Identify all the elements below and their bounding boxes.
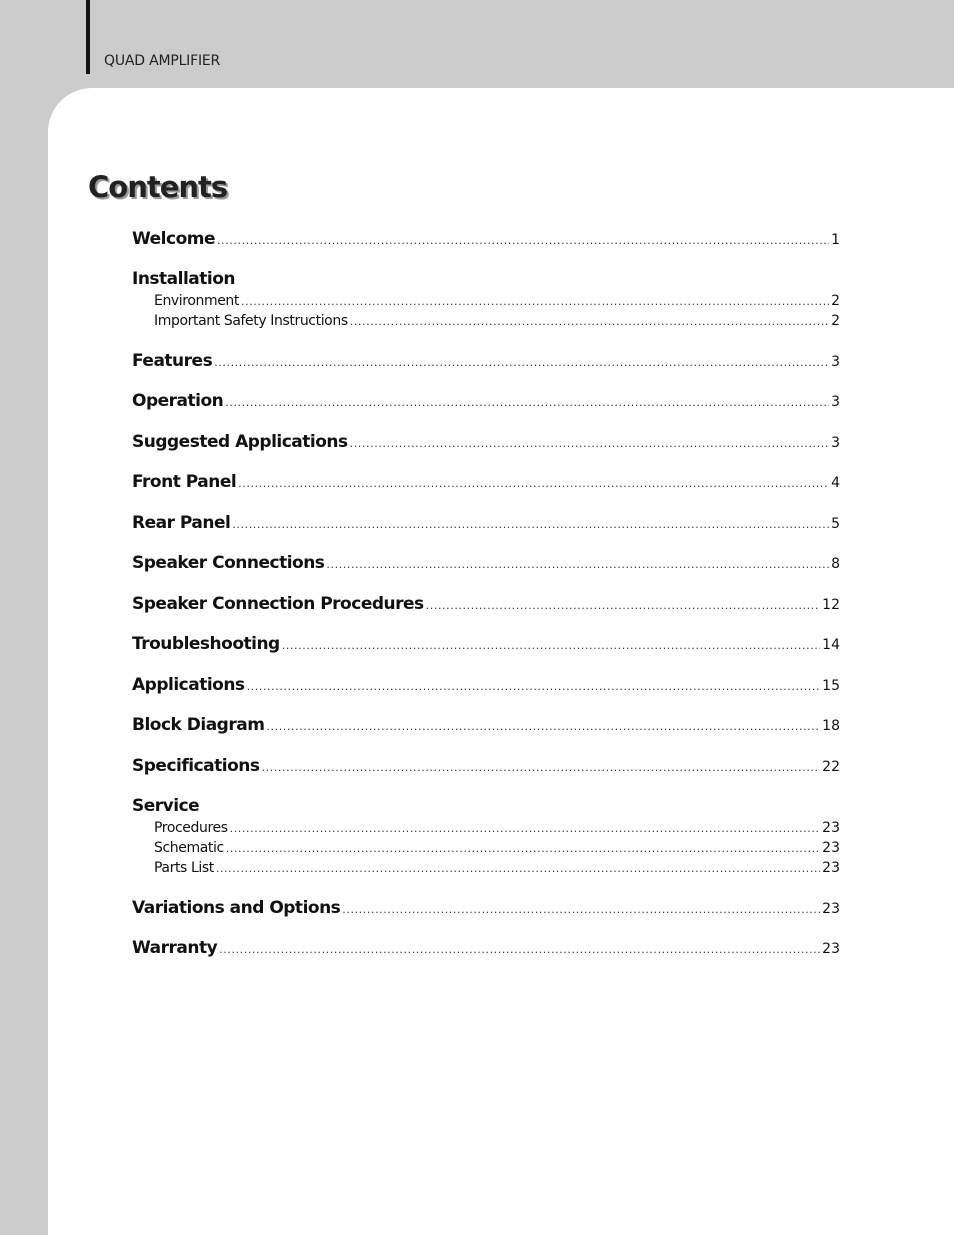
toc-leader	[226, 842, 820, 855]
toc-sub-entry[interactable]	[154, 840, 840, 856]
toc-leader	[214, 356, 829, 369]
toc-entry-page: 15	[822, 678, 840, 694]
toc-sub-entry-page: 2	[831, 313, 840, 329]
toc-leader	[282, 639, 820, 652]
toc-entry[interactable]	[132, 391, 840, 411]
toc-sub-entry-label: Important Safety Instructions	[154, 313, 348, 329]
toc-leader	[230, 822, 821, 835]
toc-entry-page: 3	[831, 394, 840, 410]
toc-entry-label: Troubleshooting	[132, 634, 280, 654]
toc-sub-entry[interactable]	[154, 293, 840, 309]
toc-entry-label: Variations and Options	[132, 898, 341, 918]
toc-entry-label: Speaker Connection Procedures	[132, 594, 424, 614]
toc-leader	[247, 680, 821, 693]
toc-entry-label: Rear Panel	[132, 513, 231, 533]
toc-entry-page: 4	[831, 475, 840, 491]
toc-entry-label: Block Diagram	[132, 715, 265, 735]
toc-entry-page: 22	[822, 759, 840, 775]
toc-entry-page: 14	[822, 637, 840, 653]
toc-entry-label: Front Panel	[132, 472, 237, 492]
toc-sub-entry-label: Schematic	[154, 840, 224, 856]
header-rule	[86, 0, 90, 74]
toc-entry-label: Suggested Applications	[132, 432, 348, 452]
toc-sub-entry-label: Procedures	[154, 820, 228, 836]
toc-entry-page: 12	[822, 597, 840, 613]
toc-entry[interactable]	[132, 472, 840, 492]
toc-sub-entry-label: Environment	[154, 293, 239, 309]
header-title: QUAD AMPLIFIER	[104, 53, 221, 69]
toc-entry[interactable]	[132, 513, 840, 533]
toc-entry-page: 23	[822, 901, 840, 917]
toc-sub-entry-page: 2	[831, 293, 840, 309]
toc-entry[interactable]	[132, 675, 840, 695]
toc-leader	[350, 437, 829, 450]
toc-leader	[326, 558, 829, 571]
toc-entry[interactable]	[132, 898, 840, 918]
toc-entry-label: Welcome	[132, 229, 216, 249]
toc-sub-entry[interactable]	[154, 820, 840, 836]
toc-entry[interactable]	[132, 756, 840, 776]
toc-entry-page: 18	[822, 718, 840, 734]
toc-leader	[241, 295, 829, 308]
toc-entry[interactable]	[132, 229, 840, 249]
toc-leader	[350, 315, 829, 328]
toc-entry-label: Features	[132, 351, 213, 371]
toc-entry[interactable]	[132, 432, 840, 452]
toc-entry[interactable]	[132, 634, 840, 654]
toc-leader	[225, 396, 829, 409]
toc-entry-page: 23	[822, 941, 840, 957]
toc-entry-label: Speaker Connections	[132, 553, 325, 573]
toc-leader	[266, 720, 820, 733]
toc-leader	[426, 599, 821, 612]
contents-title: Contents	[88, 170, 228, 204]
toc-sub-entry[interactable]	[154, 313, 840, 329]
toc-sub-entry-page: 23	[822, 840, 840, 856]
page-card	[48, 88, 954, 1235]
toc-entry-page: 3	[831, 435, 840, 451]
toc-entry[interactable]	[132, 594, 840, 614]
toc-entry-page: 8	[831, 556, 840, 572]
toc-leader	[342, 903, 820, 916]
toc-leader	[261, 761, 820, 774]
toc-section-heading[interactable]: Service	[132, 796, 200, 816]
toc-sub-entry-page: 23	[822, 860, 840, 876]
toc-leader	[216, 862, 820, 875]
toc-entry-label: Warranty	[132, 938, 218, 958]
toc-sub-entry[interactable]	[154, 860, 840, 876]
toc-entry-page: 1	[831, 232, 840, 248]
toc-entry[interactable]	[132, 553, 840, 573]
toc-leader	[217, 234, 829, 247]
toc-leader	[238, 477, 829, 490]
toc-entry-label: Operation	[132, 391, 224, 411]
toc-entry-label: Applications	[132, 675, 245, 695]
toc-entry-page: 3	[831, 354, 840, 370]
toc-leader	[219, 943, 820, 956]
toc-entry-page: 5	[831, 516, 840, 532]
toc-entry[interactable]	[132, 351, 840, 371]
toc-entry[interactable]	[132, 938, 840, 958]
toc-entry[interactable]	[132, 715, 840, 735]
toc-leader	[232, 518, 829, 531]
toc-sub-entry-label: Parts List	[154, 860, 214, 876]
toc-section-heading[interactable]: Installation	[132, 269, 236, 289]
toc-sub-entry-page: 23	[822, 820, 840, 836]
toc-entry-label: Specifications	[132, 756, 260, 776]
